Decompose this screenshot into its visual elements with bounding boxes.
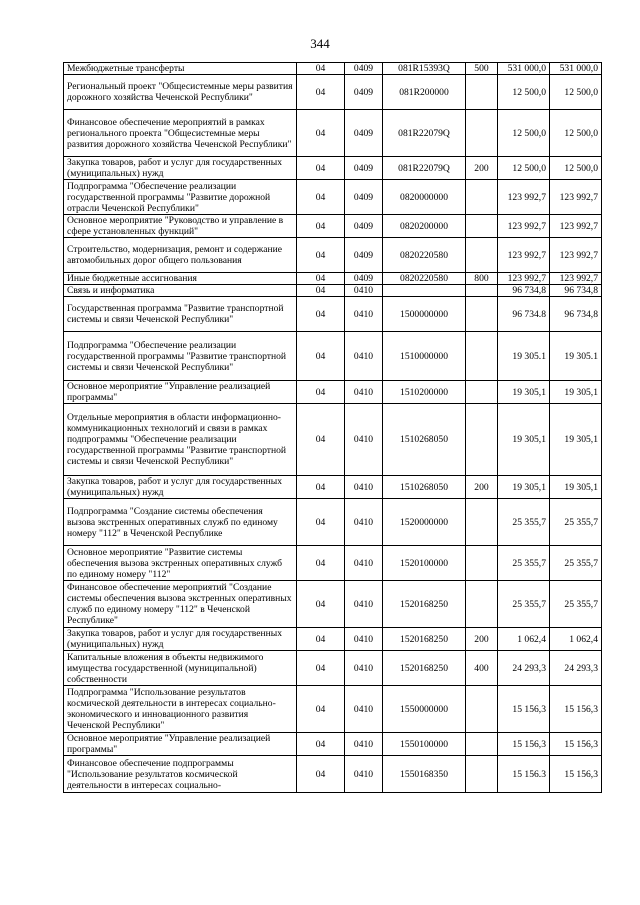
row-expense-type: [466, 546, 498, 581]
row-target-item: 0820200000: [383, 215, 466, 238]
row-subsection: 0410: [345, 756, 383, 793]
row-expense-type: [466, 686, 498, 733]
row-section: 04: [297, 215, 345, 238]
table-row: [64, 686, 602, 733]
row-subsection: 0410: [345, 733, 383, 756]
row-section: 04: [297, 75, 345, 110]
row-subsection: 0410: [345, 297, 383, 332]
row-amount-2: 19 305,1: [550, 381, 602, 404]
row-target-item: 1510200000: [383, 381, 466, 404]
row-amount-2: 15 156,3: [550, 756, 602, 793]
row-subsection: 0410: [345, 332, 383, 381]
row-section: 04: [297, 733, 345, 756]
row-amount-1: 19 305,1: [498, 404, 550, 476]
row-amount-2: 123 992,7: [550, 238, 602, 273]
table-row: [64, 180, 602, 215]
row-amount-2: 12 500,0: [550, 157, 602, 180]
row-target-item: 081R200000: [383, 75, 466, 110]
row-expense-type: [466, 581, 498, 628]
table-row: [64, 651, 602, 686]
row-amount-1: 123 992,7: [498, 180, 550, 215]
row-subsection: 0410: [345, 285, 383, 297]
table-row: [64, 628, 602, 651]
row-expense-type: [466, 180, 498, 215]
row-section: 04: [297, 110, 345, 157]
row-expense-type: 500: [466, 63, 498, 75]
row-expense-type: [466, 499, 498, 546]
row-amount-2: 25 355,7: [550, 546, 602, 581]
row-amount-2: 15 156,3: [550, 733, 602, 756]
row-amount-1: 123 992,7: [498, 273, 550, 285]
row-name: Межбюджетные трансферты: [64, 63, 297, 75]
row-section: 04: [297, 297, 345, 332]
row-amount-1: 19 305,1: [498, 476, 550, 499]
row-amount-2: 96 734,8: [550, 285, 602, 297]
row-target-item: 1550168350: [383, 756, 466, 793]
row-name: Подпрограмма "Использование результатов космической деятельности в интересах социально-экономического и инновационного развития Чеченской Республики": [64, 686, 297, 733]
row-name: Основное мероприятие "Управление реализацией программы": [64, 381, 297, 404]
row-expense-type: 200: [466, 157, 498, 180]
row-subsection: 0410: [345, 686, 383, 733]
row-subsection: 0410: [345, 581, 383, 628]
row-subsection: 0410: [345, 499, 383, 546]
row-amount-1: 19 305,1: [498, 381, 550, 404]
row-target-item: 0820220580: [383, 238, 466, 273]
row-amount-2: 25 355,7: [550, 499, 602, 546]
row-target-item: 1520100000: [383, 546, 466, 581]
row-expense-type: 200: [466, 628, 498, 651]
table-row: [64, 404, 602, 476]
row-name: Строительство, модернизация, ремонт и содержание автомобильных дорог общего пользования: [64, 238, 297, 273]
row-subsection: 0409: [345, 63, 383, 75]
row-expense-type: 200: [466, 476, 498, 499]
row-expense-type: [466, 238, 498, 273]
row-subsection: 0410: [345, 628, 383, 651]
row-name: Подпрограмма "Обеспечение реализации государственной программы "Развитие транспортной системы и связи Чеченской Республики": [64, 332, 297, 381]
row-target-item: 1510268050: [383, 476, 466, 499]
table-row: [64, 157, 602, 180]
row-name: Закупка товаров, работ и услуг для государственных (муниципальных) нужд: [64, 628, 297, 651]
table-row: [64, 215, 602, 238]
row-target-item: 1520000000: [383, 499, 466, 546]
row-name: Подпрограмма "Обеспечение реализации государственной программы "Развитие дорожной отрасли Чеченской Республики": [64, 180, 297, 215]
row-amount-1: 12 500,0: [498, 110, 550, 157]
table-row: [64, 381, 602, 404]
table-row: [64, 332, 602, 381]
row-section: 04: [297, 686, 345, 733]
row-target-item: [383, 285, 466, 297]
row-subsection: 0410: [345, 381, 383, 404]
row-amount-1: 25 355,7: [498, 546, 550, 581]
row-target-item: 0820220580: [383, 273, 466, 285]
row-amount-2: 123 992,7: [550, 273, 602, 285]
row-expense-type: [466, 75, 498, 110]
row-name: Основное мероприятие "Руководство и управление в сфере установленных функций": [64, 215, 297, 238]
row-target-item: 1520168250: [383, 628, 466, 651]
row-subsection: 0409: [345, 75, 383, 110]
row-amount-2: 531 000,0: [550, 63, 602, 75]
row-target-item: 1510000000: [383, 332, 466, 381]
row-name: Отдельные мероприятия в области информационно-коммуникационных технологий и связи в рамках подпрограммы "Обеспечение реализации государственной программы "Развитие транспортной системы и связи Чеченской Республики": [64, 404, 297, 476]
row-amount-1: 25 355,7: [498, 581, 550, 628]
row-section: 04: [297, 285, 345, 297]
row-name: Финансовое обеспечение мероприятий в рамках регионального проекта "Общесистемные меры развития дорожного хозяйства Чеченской Республики": [64, 110, 297, 157]
row-amount-2: 12 500,0: [550, 75, 602, 110]
row-expense-type: [466, 285, 498, 297]
row-amount-1: 15 156,3: [498, 686, 550, 733]
row-amount-1: 12 500,0: [498, 75, 550, 110]
row-expense-type: [466, 756, 498, 793]
row-section: 04: [297, 756, 345, 793]
row-section: 04: [297, 381, 345, 404]
row-amount-2: 12 500,0: [550, 110, 602, 157]
row-expense-type: [466, 404, 498, 476]
row-expense-type: 800: [466, 273, 498, 285]
row-name: Иные бюджетные ассигнования: [64, 273, 297, 285]
row-target-item: 081R15393Q: [383, 63, 466, 75]
row-subsection: 0409: [345, 180, 383, 215]
page-number: 344: [310, 36, 330, 51]
row-amount-2: 25 355,7: [550, 581, 602, 628]
row-expense-type: [466, 381, 498, 404]
table-row: [64, 297, 602, 332]
row-name: Основное мероприятие "Развитие системы обеспечения вызова экстренных оперативных служб по единому номеру "112": [64, 546, 297, 581]
row-amount-1: 15 156.3: [498, 756, 550, 793]
row-amount-1: 25 355,7: [498, 499, 550, 546]
row-section: 04: [297, 332, 345, 381]
row-name: Государственная программа "Развитие транспортной системы и связи Чеченской Республики": [64, 297, 297, 332]
row-target-item: 1520168250: [383, 651, 466, 686]
row-section: 04: [297, 180, 345, 215]
row-target-item: 1520168250: [383, 581, 466, 628]
row-amount-1: 123 992,7: [498, 238, 550, 273]
row-expense-type: [466, 297, 498, 332]
row-section: 04: [297, 651, 345, 686]
table-row: [64, 756, 602, 793]
row-amount-1: 123 992,7: [498, 215, 550, 238]
table-row: [64, 476, 602, 499]
row-expense-type: 400: [466, 651, 498, 686]
row-section: 04: [297, 63, 345, 75]
row-expense-type: [466, 110, 498, 157]
row-amount-1: 1 062,4: [498, 628, 550, 651]
row-subsection: 0409: [345, 157, 383, 180]
row-section: 04: [297, 499, 345, 546]
row-amount-2: 123 992,7: [550, 180, 602, 215]
row-amount-2: 19 305,1: [550, 404, 602, 476]
row-amount-1: 12 500,0: [498, 157, 550, 180]
row-amount-2: 19 305,1: [550, 476, 602, 499]
table-row: [64, 546, 602, 581]
table-row: [64, 110, 602, 157]
row-amount-1: 531 000,0: [498, 63, 550, 75]
row-name: Основное мероприятие "Управление реализацией программы": [64, 733, 297, 756]
table-row: [64, 273, 602, 285]
row-name: Финансовое обеспечение мероприятий "Создание системы обеспечения вызова экстренных оперативных служб по единому номеру "112" в Чеченской Республике": [64, 581, 297, 628]
table-row: [64, 733, 602, 756]
row-amount-2: 19 305.1: [550, 332, 602, 381]
row-expense-type: [466, 733, 498, 756]
row-name: Финансовое обеспечение подпрограммы "Использование результатов космической деятельности в интересах социально-: [64, 756, 297, 793]
row-name: Связь и информатика: [64, 285, 297, 297]
row-name: Капитальные вложения в объекты недвижимого имущества государственной (муниципальной) собственности: [64, 651, 297, 686]
budget-table: [63, 62, 602, 793]
row-amount-2: 15 156,3: [550, 686, 602, 733]
budget-table-body: [64, 63, 602, 793]
row-amount-1: 15 156,3: [498, 733, 550, 756]
row-section: 04: [297, 238, 345, 273]
row-subsection: 0410: [345, 546, 383, 581]
table-row: [64, 499, 602, 546]
row-subsection: 0409: [345, 238, 383, 273]
row-subsection: 0410: [345, 476, 383, 499]
row-section: 04: [297, 546, 345, 581]
row-section: 04: [297, 628, 345, 651]
table-row: [64, 63, 602, 75]
row-target-item: 0820000000: [383, 180, 466, 215]
row-amount-2: 24 293,3: [550, 651, 602, 686]
table-row: [64, 581, 602, 628]
row-section: 04: [297, 404, 345, 476]
row-amount-2: 96 734,8: [550, 297, 602, 332]
row-subsection: 0410: [345, 404, 383, 476]
row-name: Подпрограмма "Создание системы обеспечения вызова экстренных оперативных служб по единому номеру "112" в Чеченской Республике: [64, 499, 297, 546]
row-expense-type: [466, 332, 498, 381]
row-amount-1: 24 293,3: [498, 651, 550, 686]
row-subsection: 0410: [345, 651, 383, 686]
row-target-item: 1550100000: [383, 733, 466, 756]
row-amount-1: 96 734,8: [498, 285, 550, 297]
row-section: 04: [297, 273, 345, 285]
row-section: 04: [297, 157, 345, 180]
row-target-item: 1550000000: [383, 686, 466, 733]
row-amount-2: 1 062,4: [550, 628, 602, 651]
row-subsection: 0409: [345, 273, 383, 285]
row-section: 04: [297, 581, 345, 628]
row-amount-2: 123 992,7: [550, 215, 602, 238]
row-subsection: 0409: [345, 215, 383, 238]
row-name: Региональный проект "Общесистемные меры развития дорожного хозяйства Чеченской Республики": [64, 75, 297, 110]
row-amount-1: 19 305.1: [498, 332, 550, 381]
table-row: [64, 75, 602, 110]
row-target-item: 081R22079Q: [383, 110, 466, 157]
row-amount-1: 96 734.8: [498, 297, 550, 332]
table-row: [64, 238, 602, 273]
row-subsection: 0409: [345, 110, 383, 157]
table-row: [64, 285, 602, 297]
row-target-item: 1510268050: [383, 404, 466, 476]
row-name: Закупка товаров, работ и услуг для государственных (муниципальных) нужд: [64, 476, 297, 499]
row-name: Закупка товаров, работ и услуг для государственных (муниципальных) нужд: [64, 157, 297, 180]
row-target-item: 1500000000: [383, 297, 466, 332]
row-section: 04: [297, 476, 345, 499]
row-target-item: 081R22079Q: [383, 157, 466, 180]
row-expense-type: [466, 215, 498, 238]
